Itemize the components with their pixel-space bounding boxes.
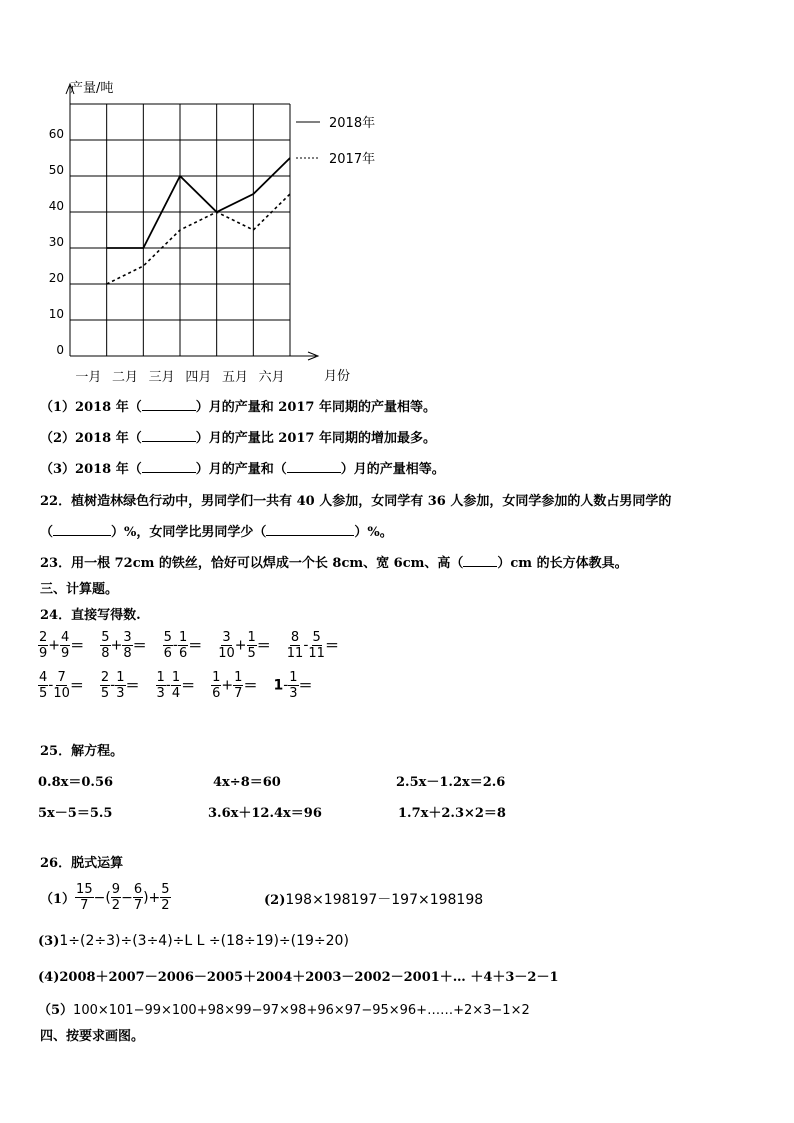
q21-part1: （1）2018 年（ ）月的产量和 2017 年同期的产量相等。 <box>40 400 436 415</box>
x-tick-label: 三月 <box>148 370 175 385</box>
y-tick-label: 0 <box>56 343 64 357</box>
y-tick-label: 50 <box>48 163 64 177</box>
equation: 0.8x＝0.56 <box>38 775 114 790</box>
fraction-expr: 1- $\frac{1}{3}$ ＝ <box>273 670 313 701</box>
y-tick-labels <box>49 127 64 357</box>
q24-title: 24．直接写得数. <box>40 608 141 623</box>
fraction-expr: $\frac{5}{8}$ + $\frac{3}{8}$ ＝ <box>101 630 147 661</box>
x-tick-label: 五月 <box>221 370 249 385</box>
fraction-expr: $\frac{4}{5}$ - $\frac{7}{10}$ ＝ <box>39 670 84 701</box>
y-tick-label: 10 <box>48 307 64 321</box>
q24-row1 <box>38 630 339 661</box>
q26-part2: (2)198×198197－197×198198 <box>264 892 484 908</box>
equation: 1.7x＋2.3×2＝8 <box>398 806 506 821</box>
y-axis-label: 产量/吨 <box>70 81 114 96</box>
q26-part5: （5）100×101−99×100+98×99−97×98+96×97−95×96+……+2×3−1×2 <box>38 1003 530 1018</box>
answer-blank[interactable] <box>266 523 354 536</box>
x-tick-label: 四月 <box>185 370 212 385</box>
y-tick-label: 30 <box>48 235 64 249</box>
fraction-expr: $\frac{1}{6}$ + $\frac{1}{7}$ ＝ <box>212 670 258 701</box>
q22-line1: 22．植树造林绿色行动中，男同学们一共有 40 人参加，女同学有 36 人参加，女同学参加的人数占男同学的 <box>40 494 672 509</box>
x-tick-label: 六月 <box>258 370 285 385</box>
answer-blank[interactable] <box>142 460 196 473</box>
x-tick-labels <box>75 370 284 385</box>
fraction-expr: $\frac{2}{5}$ - $\frac{1}{3}$ ＝ <box>100 670 140 701</box>
equation: 4x÷8＝60 <box>213 775 281 790</box>
equation: 2.5x－1.2x＝2.6 <box>396 775 506 790</box>
answer-blank[interactable] <box>142 429 196 442</box>
section-4-title: 四、按要求画图。 <box>40 1029 145 1044</box>
y-tick-label: 20 <box>48 271 64 285</box>
series-line <box>107 194 290 284</box>
y-tick-label: 60 <box>48 127 64 141</box>
fraction-expr: $\frac{1}{3}$ - $\frac{1}{4}$ ＝ <box>156 670 196 701</box>
x-tick-label: 二月 <box>111 370 139 385</box>
answer-blank[interactable] <box>53 523 111 536</box>
q26-part3: (3)1÷(2÷3)÷(3÷4)÷L L ÷(18÷19)÷(19÷20) <box>38 933 349 949</box>
x-axis-label: 月份 <box>324 369 351 384</box>
chart-axes <box>66 84 318 360</box>
answer-blank[interactable] <box>287 460 341 473</box>
fraction-expr: $\frac{2}{9}$ + $\frac{4}{9}$ ＝ <box>39 630 85 661</box>
answer-blank[interactable] <box>463 554 497 567</box>
section-3-title: 三、计算题。 <box>40 582 119 597</box>
chart-series <box>107 158 290 284</box>
q26-part1: （1） $\frac{15}{7}$ −( $\frac{9}{2}$ − $\frac{6}{7}$ )+ $\frac{5}{2}$ <box>40 882 170 913</box>
legend-label: 2017年 <box>329 152 376 167</box>
fraction-expr: $\frac{3}{10}$ + $\frac{1}{5}$ ＝ <box>218 630 271 661</box>
series-line <box>107 158 290 248</box>
q22-line2: （ ）%，女同学比男同学少（ ）%。 <box>40 525 393 540</box>
equation: 3.6x＋12.4x＝96 <box>208 806 322 821</box>
q21-part2: （2）2018 年（ ）月的产量比 2017 年同期的增加最多。 <box>40 431 436 446</box>
q25-title: 25．解方程。 <box>40 744 124 759</box>
q26-part4: (4)2008＋2007－2006－2005＋2004＋2003－2002－2001＋… ＋4＋3－2－1 <box>38 970 559 985</box>
y-tick-label: 40 <box>48 199 64 213</box>
q21-part3: （3）2018 年（ ）月的产量和（ ）月的产量相等。 <box>40 462 445 477</box>
chart-legend <box>296 115 375 167</box>
production-line-chart <box>40 72 400 392</box>
q24-row2 <box>38 670 313 701</box>
answer-blank[interactable] <box>142 398 196 411</box>
q26-title: 26．脱式运算 <box>40 856 124 871</box>
fraction-expr: $\frac{5}{6}$ - $\frac{1}{6}$ ＝ <box>163 630 203 661</box>
equation: 5x－5＝5.5 <box>38 806 113 821</box>
q23: 23．用一根 72cm 的铁丝，恰好可以焊成一个长 8cm、宽 6cm、高（ ）cm 的长方体教具。 <box>40 556 628 571</box>
fraction-expr: $\frac{8}{11}$ - $\frac{5}{11}$ ＝ <box>286 630 339 661</box>
x-tick-label: 一月 <box>75 370 102 385</box>
legend-label: 2018年 <box>329 116 376 131</box>
